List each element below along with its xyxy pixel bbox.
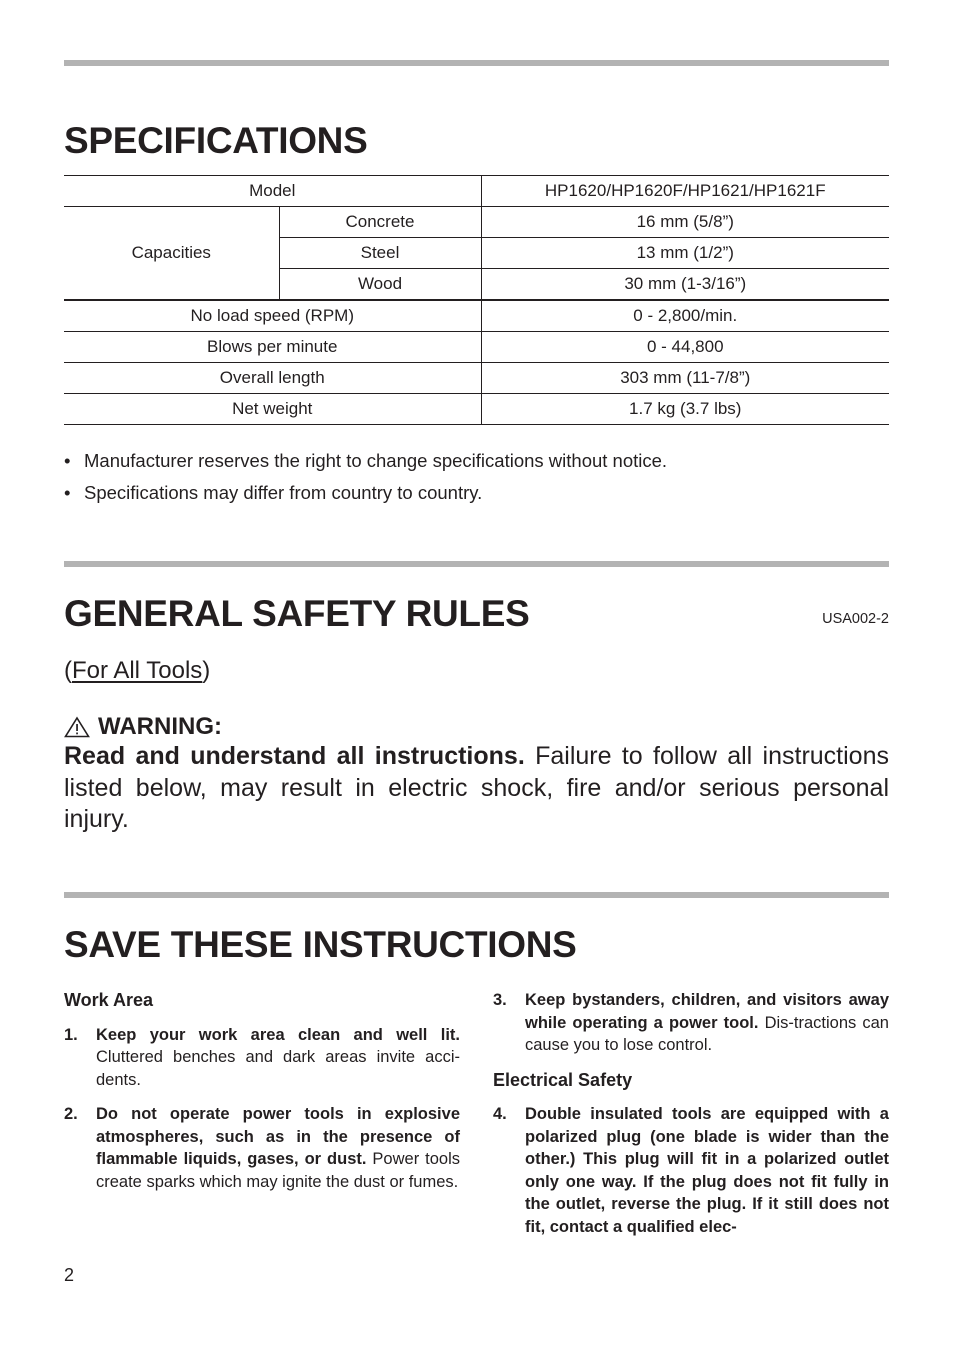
subtitle-text: For All Tools — [72, 657, 203, 684]
row-label: Net weight — [64, 394, 481, 425]
general-safety-title: GENERAL SAFETY RULES — [64, 593, 530, 634]
specifications-table — [64, 175, 889, 425]
page-number: 2 — [64, 1265, 75, 1285]
capacity-label: Steel — [279, 238, 481, 269]
row-value: 0 - 2,800/min. — [481, 300, 889, 332]
table-row — [64, 207, 889, 238]
row-value: 0 - 44,800 — [481, 332, 889, 363]
list-item: 1. Keep your work area clean and well lit. Cluttered benches and dark areas invite acci-dents. — [64, 1025, 460, 1089]
list-item: • Specifications may differ from country to country. — [64, 482, 667, 514]
warning-text: Read and understand all instructions. Failure to follow all instructions listed below, may result in electric shock, fire and/or serious personal injury. — [64, 742, 889, 833]
save-instructions-title: SAVE THESE INSTRUCTIONS — [64, 924, 577, 965]
table-row — [64, 332, 889, 363]
spec-notes — [64, 450, 667, 514]
list-item: • Manufacturer reserves the right to change specifications without notice. — [64, 450, 667, 482]
warning-icon — [64, 716, 90, 738]
warning-label: WARNING: — [98, 713, 222, 740]
top-divider — [64, 60, 889, 66]
electrical-safety-heading: Electrical Safety — [493, 1069, 633, 1090]
table-row — [64, 176, 889, 207]
specifications-title: SPECIFICATIONS — [64, 120, 368, 161]
row-label: Overall length — [64, 363, 481, 394]
row-label: Blows per minute — [64, 332, 481, 363]
table-row — [64, 300, 889, 332]
list-item: 4. Double insulated tools are equipped with a polarized plug (one blade is wider than the other.) This plug will fit in a polarized outlet only one way. If the plug does not fit fully in the outlet, reverse the plug. If it still does not fit, contact a qualified elec- — [493, 1105, 889, 1236]
capacity-label: Concrete — [279, 207, 481, 238]
model-value: HP1620/HP1620F/HP1621/HP1621F — [481, 176, 889, 207]
row-label: No load speed (RPM) — [64, 300, 481, 332]
section-divider — [64, 892, 889, 898]
list-item: 2. Do not operate power tools in explosive atmospheres, such as in the presence of flammable liquids, gases, or dust. Power tools create sparks which may ignite the dust or fumes. — [64, 1105, 460, 1191]
row-value: 303 mm (11-7/8”) — [481, 363, 889, 394]
capacity-label: Wood — [279, 269, 481, 301]
work-area-heading: Work Area — [64, 990, 154, 1010]
table-row — [64, 363, 889, 394]
section-divider — [64, 561, 889, 567]
subtitle: (For All Tools) — [64, 657, 211, 684]
document-code: USA002-2 — [822, 611, 889, 627]
row-value: 1.7 kg (3.7 lbs) — [481, 394, 889, 425]
capacity-value: 13 mm (1/2”) — [481, 238, 889, 269]
right-column — [493, 989, 889, 1238]
capacity-value: 16 mm (5/8”) — [481, 207, 889, 238]
left-column — [64, 989, 460, 1193]
warning-bold: Read and understand all instructions. — [64, 742, 525, 770]
capacities-label: Capacities — [64, 207, 279, 301]
list-item: 3. Keep bystanders, children, and visitors away while operating a power tool. Dis-tractions can cause you to lose control. — [493, 991, 889, 1054]
table-row — [64, 394, 889, 425]
model-label: Model — [64, 176, 481, 207]
warning-heading — [64, 713, 222, 741]
capacity-value: 30 mm (1-3/16”) — [481, 269, 889, 301]
